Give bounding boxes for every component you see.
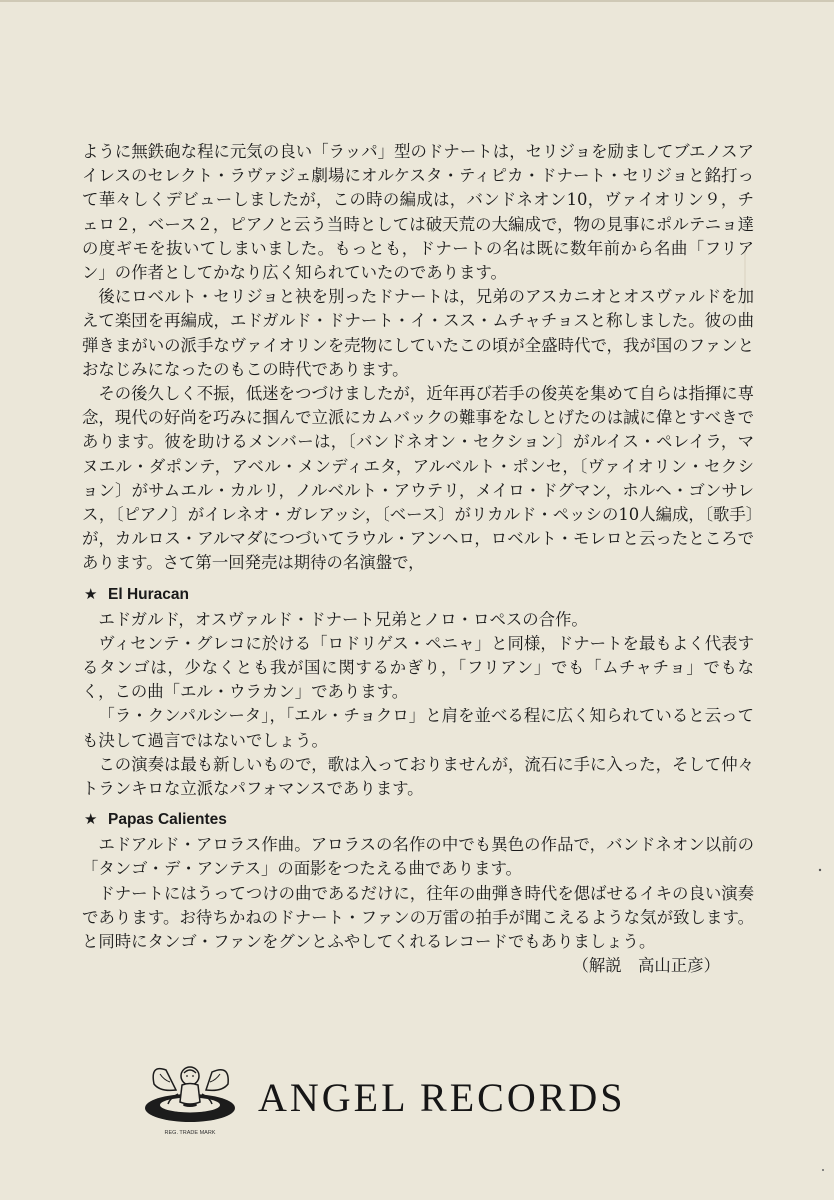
track-paragraph: ドナートにはうってつけの曲であるだけに，往年の曲弾き時代を偲ばせるイキの良い演奏であります。お待ちかねのドナート・ファンの万雷の拍手が聞こえるような気が致します。と同時にタンゴ・ファンをグンとふやしてくれるレコードでもありましょう。	[82, 883, 755, 952]
angel-records-logo	[140, 1058, 740, 1138]
intro-paragraph: 後にロベルト・セリジョと袂を別ったドナートは，兄弟のアスカニオとオスヴァルドを加えて楽団を再編成，エドガルド・ドナート・イ・スス・ムチャチョスと称しました。彼の曲弾きまがいの派手なヴァイオリンを売物にしていたこの頃が全盛時代で，我が国のファンとおなじみになったのもこの時代であります。	[82, 287, 754, 379]
track-paragraph: エドアルド・アロラス作曲。アロラスの名作の中でも異色の作品で，バンドネオン以前の「タンゴ・デ・アンテス」の面影をつたえる曲であります。	[82, 835, 754, 879]
track-title: El Huracan	[108, 585, 189, 603]
track-paragraph: エドガルド，オスヴァルド・ドナート兄弟とノロ・ロペスの合作。	[98, 609, 588, 629]
angel-cherub-icon	[140, 1058, 252, 1138]
intro-paragraph: ように無鉄砲な程に元気の良い「ラッパ」型のドナートは，セリジョを励ましてブエノスアイレスのセレクト・ラヴァジェ劇場にオルケスタ・ティピカ・ドナート・セリジョと銘打って華々しくデビューしましたが，この時の編成は，バンドネオン10，ヴァイオリン９，チェロ２，ベース２，ピアノと云う当時としては破天荒の大編成で，物の見事にポルテニョ達の度ギモを抜いてしまいました。もっとも，ドナートの名は既に数年前から名曲「フリアン」の作者としてかなり広く知られていたのであります。	[82, 142, 754, 283]
track-paragraph: 「ラ・クンパルシータ」，「エル・チョクロ」と肩を並べる程に広く知られていると云っても決して過言ではないでしょう。	[82, 706, 754, 750]
track-title: Papas Calientes	[108, 811, 227, 829]
track-paragraph: ヴィセンテ・グレコに於ける「ロドリゲス・ペニャ」と同様，ドナートを最もよく代表するタンゴは，少なくとも我が国に関するかぎり，「フリアン」でも「ムチャチョ」でもなく，この曲「エル・ウラカン」であります。	[82, 633, 754, 702]
track-paragraph: この演奏は最も新しいもので，歌は入っておりませんが，流石に手に入った，そして仲々トランキロな立派なパフォマンスであります。	[82, 754, 754, 799]
trademark-label: REG. TRADE MARK	[164, 1130, 216, 1136]
intro-paragraph: その後久しく不振，低迷をつづけましたが，近年再び若手の俊英を集めて自らは指揮に専念，現代の好尚を巧みに掴んで立派にカムバックの難事をなしとげたのは誠に偉とすべきであります。彼を助けるメンバーは，〔バンドネオン・セクション〕がルイス・ペレイラ，マヌエル・ダポンテ，アベル・メンディエタ，アルベルト・ポンセ，〔ヴァイオリン・セクション〕がサムエル・カルリ，ノルベルト・アウテリ，メイロ・ドグマン，ホルヘ・ゴンサレス，〔ピアノ〕がイレネオ・ガレアッシ，〔ベース〕がリカルド・ペッシの10人編成，〔歌手〕が，カルロス・アルマダにつづいてラウル・アンヘロ，ロベルト・モレロと云ったところであります。さて第一回発売は期待の名演盤で，	[82, 384, 755, 573]
star-icon: ★	[84, 585, 98, 603]
track-heading-el-huracan	[82, 582, 754, 608]
star-icon: ★	[84, 811, 98, 829]
commentary-credit: （解説 高山正彦）	[572, 956, 720, 976]
track-heading-papas-calientes	[82, 807, 754, 833]
brand-name: ANGEL RECORDS	[258, 1075, 626, 1120]
liner-notes-text	[82, 140, 754, 979]
